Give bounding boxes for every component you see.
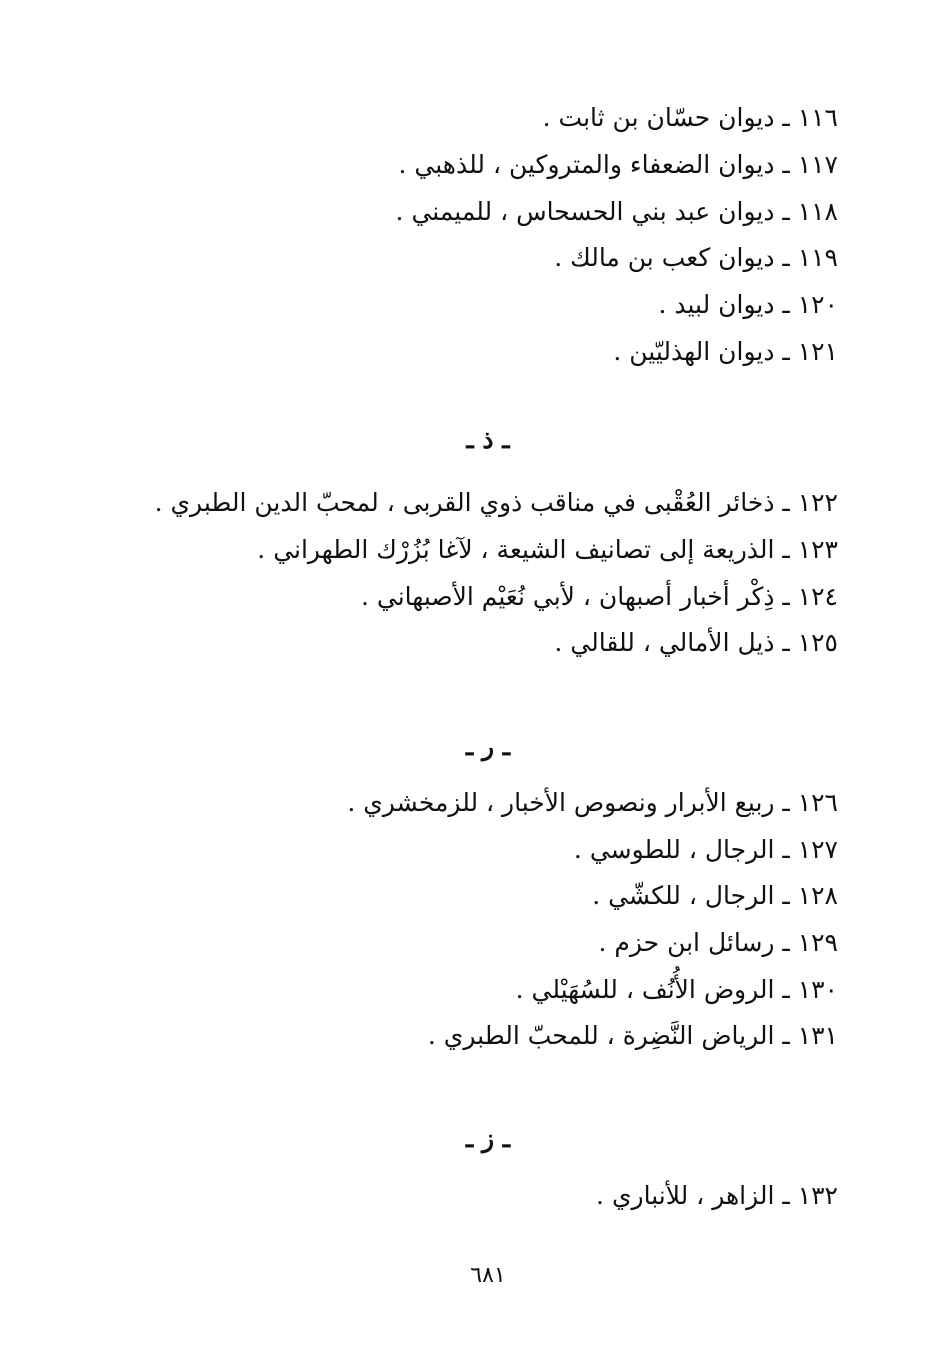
bibliography-entry: ١٢٧ ـ الرجال ، للطوسي . xyxy=(573,835,838,864)
bibliography-entry: ١٢١ ـ ديوان الهذليّين . xyxy=(613,337,838,366)
bibliography-entry: ١٣٠ ـ الروض الأُنُف ، للسُهَيْلي . xyxy=(515,975,838,1004)
bibliography-entry: ١٢٩ ـ رسائل ابن حزم . xyxy=(598,928,838,957)
bibliography-entry: ١٢٦ ـ ربيع الأبرار ونصوص الأخبار ، للزمخشري . xyxy=(347,788,838,817)
section-heading-dhal: ـ ذ ـ xyxy=(466,425,510,454)
bibliography-entry: ١٢٣ ـ الذريعة إلى تصانيف الشيعة ، لآغا بُزُرْك الطهراني . xyxy=(257,535,838,564)
bibliography-entry: ١١٧ ـ ديوان الضعفاء والمتروكين ، للذهبي . xyxy=(398,150,838,179)
bibliography-entry: ١٢٥ ـ ذيل الأمالي ، للقالي . xyxy=(554,628,838,657)
section-heading-ra: ـ ر ـ xyxy=(465,732,511,761)
section-heading-zay: ـ ز ـ xyxy=(465,1124,511,1153)
bibliography-entry: ١٢٤ ـ ذِكْر أخبار أصبهان ، لأبي نُعَيْم الأصبهاني . xyxy=(360,582,838,611)
bibliography-entry: ١٣١ ـ الرياض النَّضِرة ، للمحبّ الطبري . xyxy=(427,1021,838,1050)
bibliography-entry: ١١٨ ـ ديوان عبد بني الحسحاس ، للميمني . xyxy=(395,197,838,226)
bibliography-entry: ١٣٢ ـ الزاهر ، للأنباري . xyxy=(596,1181,838,1210)
bibliography-entry: ١١٦ ـ ديوان حسّان بن ثابت . xyxy=(542,103,838,132)
bibliography-entry: ١١٩ ـ ديوان كعب بن مالك . xyxy=(554,243,838,272)
bibliography-entry: ١٢٨ ـ الرجال ، للكشّي . xyxy=(592,881,838,910)
bibliography-entry: ١٢٢ ـ ذخائر العُقْبى في مناقب ذوي القربى ، لمحبّ الدين الطبري . xyxy=(154,488,838,517)
page-number: ٦٨١ xyxy=(470,1263,506,1288)
bibliography-entry: ١٢٠ ـ ديوان لبيد . xyxy=(658,290,838,319)
